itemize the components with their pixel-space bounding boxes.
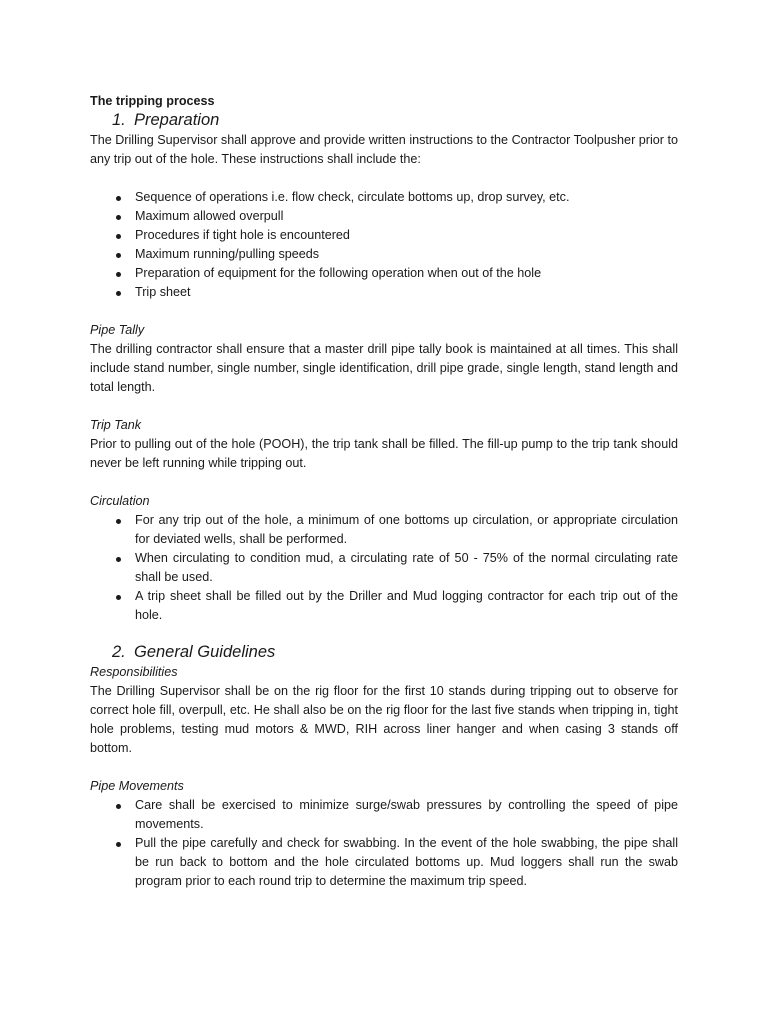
preparation-bullet-list xyxy=(90,188,678,302)
pipe-tally-text: The drilling contractor shall ensure that a master drill pipe tally book is maintained at all times. This shall include stand number, single number, single identification, drill pipe grade, single length, stand length and total length. xyxy=(90,342,678,394)
pipe-movements-bullet-list xyxy=(90,796,678,891)
list-item: Sequence of operations i.e. flow check, circulate bottoms up, drop survey, etc. xyxy=(90,188,678,207)
list-item: Procedures if tight hole is encountered xyxy=(90,226,678,245)
list-item: Preparation of equipment for the following operation when out of the hole xyxy=(90,264,678,283)
circulation-bullet-list xyxy=(90,511,678,625)
list-item: Care shall be exercised to minimize surge/swab pressures by controlling the speed of pipe movements. xyxy=(90,796,678,834)
document-title: The tripping process xyxy=(90,94,215,108)
preparation-intro: The Drilling Supervisor shall approve and provide written instructions to the Contractor Toolpusher prior to any trip out of the hole. These instructions shall include the: xyxy=(90,133,678,166)
list-item: A trip sheet shall be filled out by the Driller and Mud logging contractor for each trip out of the hole. xyxy=(90,587,678,625)
section-heading-preparation xyxy=(90,109,678,131)
list-item: When circulating to condition mud, a circulating rate of 50 - 75% of the normal circulating rate shall be used. xyxy=(90,549,678,587)
list-item: Pull the pipe carefully and check for swabbing. In the event of the hole swabbing, the pipe shall be run back to bottom and the hole circulated bottoms up. Mud loggers shall run the swab program prior to each round trip to determine the maximum trip speed. xyxy=(90,834,678,891)
list-item: Maximum allowed overpull xyxy=(90,207,678,226)
section-number: 1. xyxy=(112,111,126,129)
list-item: Trip sheet xyxy=(90,283,678,302)
responsibilities-text: The Drilling Supervisor shall be on the rig floor for the first 10 stands during tripping out to observe for correct hole fill, overpull, etc. He shall also be on the rig floor for the last five stands when tripping in, tight hole problems, testing mud motors & MWD, RIH across liner hanger and when casing 3 stands off bottom. xyxy=(90,684,678,755)
subheading-circulation: Circulation xyxy=(90,494,150,508)
subheading-responsibilities: Responsibilities xyxy=(90,665,178,679)
document-page xyxy=(90,93,678,891)
subheading-pipe-tally: Pipe Tally xyxy=(90,323,145,337)
subheading-trip-tank: Trip Tank xyxy=(90,418,142,432)
section-heading-general-guidelines xyxy=(90,641,678,663)
list-item: For any trip out of the hole, a minimum of one bottoms up circulation, or appropriate circulation for deviated wells, shall be performed. xyxy=(90,511,678,549)
section-number: 2. xyxy=(112,643,126,661)
section-title: Preparation xyxy=(134,111,220,129)
trip-tank-text: Prior to pulling out of the hole (POOH), the trip tank shall be filled. The fill-up pump to the trip tank should never be left running while tripping out. xyxy=(90,437,678,470)
list-item: Maximum running/pulling speeds xyxy=(90,245,678,264)
section-title: General Guidelines xyxy=(134,643,276,661)
subheading-pipe-movements: Pipe Movements xyxy=(90,779,184,793)
